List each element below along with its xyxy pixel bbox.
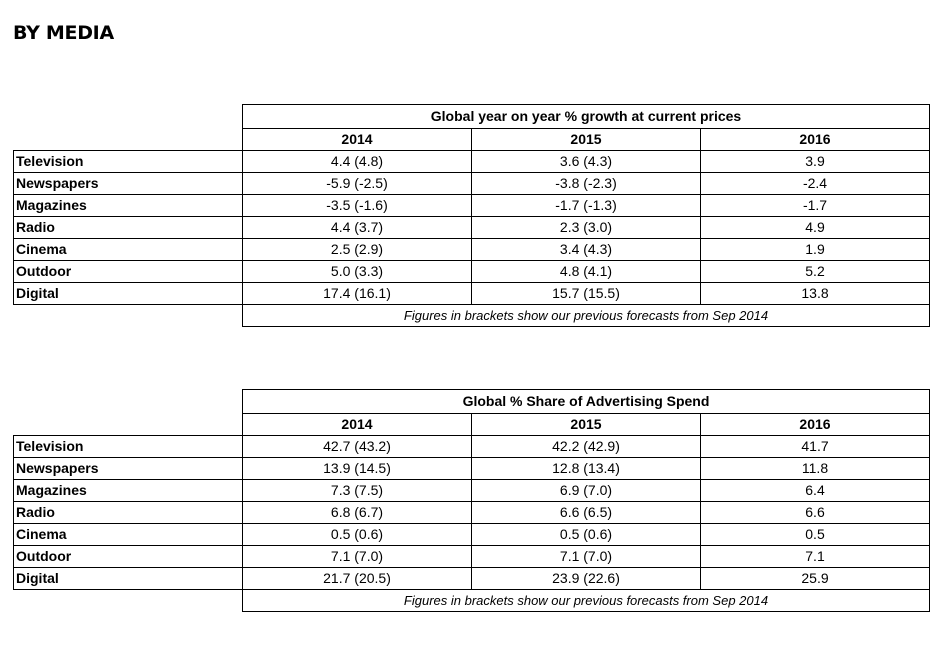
table-cell: 4.4 (4.8)	[243, 151, 472, 173]
growth-table	[13, 104, 930, 327]
table-cell: 2.5 (2.9)	[243, 239, 472, 261]
table-cell: 42.2 (42.9)	[472, 436, 701, 458]
corner-cell	[14, 590, 243, 612]
row-label: Newspapers	[14, 173, 243, 195]
row-label: Outdoor	[14, 546, 243, 568]
row-label: Television	[14, 151, 243, 173]
table-cell: 6.8 (6.7)	[243, 502, 472, 524]
table-row	[14, 195, 930, 217]
table-row	[14, 568, 930, 590]
table-row	[14, 502, 930, 524]
table-cell: -3.5 (-1.6)	[243, 195, 472, 217]
table-cell: 25.9	[701, 568, 930, 590]
table-caption: Global year on year % growth at current prices	[243, 105, 930, 129]
table-row	[14, 458, 930, 480]
row-label: Newspapers	[14, 458, 243, 480]
table-cell: 7.3 (7.5)	[243, 480, 472, 502]
table-cell: 41.7	[701, 436, 930, 458]
table-cell: 0.5 (0.6)	[472, 524, 701, 546]
row-label: Magazines	[14, 480, 243, 502]
table-cell: 6.6	[701, 502, 930, 524]
table-cell: 3.4 (4.3)	[472, 239, 701, 261]
table-cell: 0.5	[701, 524, 930, 546]
column-header: 2015	[472, 129, 701, 151]
table-cell: 23.9 (22.6)	[472, 568, 701, 590]
column-header: 2016	[701, 129, 930, 151]
table-cell: 4.8 (4.1)	[472, 261, 701, 283]
table-row	[14, 173, 930, 195]
table-cell: 7.1 (7.0)	[243, 546, 472, 568]
table-cell: 5.0 (3.3)	[243, 261, 472, 283]
table-row	[14, 524, 930, 546]
page-title: BY MEDIA	[13, 22, 114, 44]
table-cell: 15.7 (15.5)	[472, 283, 701, 305]
table-row	[14, 480, 930, 502]
column-header: 2016	[701, 414, 930, 436]
table-cell: 5.2	[701, 261, 930, 283]
column-header: 2015	[472, 414, 701, 436]
table-cell: 4.4 (3.7)	[243, 217, 472, 239]
table-cell: -1.7 (-1.3)	[472, 195, 701, 217]
corner-cell	[14, 129, 243, 151]
table-footnote: Figures in brackets show our previous forecasts from Sep 2014	[243, 305, 930, 327]
table-cell: 13.9 (14.5)	[243, 458, 472, 480]
table-cell: 3.9	[701, 151, 930, 173]
corner-cell	[14, 390, 243, 414]
row-label: Cinema	[14, 524, 243, 546]
corner-cell	[14, 305, 243, 327]
table-cell: -5.9 (-2.5)	[243, 173, 472, 195]
row-label: Outdoor	[14, 261, 243, 283]
table-cell: 6.6 (6.5)	[472, 502, 701, 524]
table-cell: 21.7 (20.5)	[243, 568, 472, 590]
column-header: 2014	[243, 129, 472, 151]
table-row	[14, 436, 930, 458]
table-cell: -2.4	[701, 173, 930, 195]
row-label: Television	[14, 436, 243, 458]
table-cell: -1.7	[701, 195, 930, 217]
table-cell: 6.4	[701, 480, 930, 502]
table-cell: 13.8	[701, 283, 930, 305]
table-row	[14, 283, 930, 305]
table-row	[14, 217, 930, 239]
table-row	[14, 261, 930, 283]
row-label: Digital	[14, 568, 243, 590]
row-label: Cinema	[14, 239, 243, 261]
column-header: 2014	[243, 414, 472, 436]
row-label: Radio	[14, 502, 243, 524]
table-cell: 1.9	[701, 239, 930, 261]
table-cell: 6.9 (7.0)	[472, 480, 701, 502]
corner-cell	[14, 105, 243, 129]
table-caption: Global % Share of Advertising Spend	[243, 390, 930, 414]
table-cell: 11.8	[701, 458, 930, 480]
table-cell: 4.9	[701, 217, 930, 239]
table-row	[14, 151, 930, 173]
table-cell: 2.3 (3.0)	[472, 217, 701, 239]
table-row	[14, 239, 930, 261]
table-cell: -3.8 (-2.3)	[472, 173, 701, 195]
table-cell: 42.7 (43.2)	[243, 436, 472, 458]
share-table	[13, 389, 930, 612]
row-label: Radio	[14, 217, 243, 239]
table-row	[14, 546, 930, 568]
table-cell: 12.8 (13.4)	[472, 458, 701, 480]
corner-cell	[14, 414, 243, 436]
row-label: Digital	[14, 283, 243, 305]
table-cell: 3.6 (4.3)	[472, 151, 701, 173]
table-cell: 7.1 (7.0)	[472, 546, 701, 568]
table-cell: 0.5 (0.6)	[243, 524, 472, 546]
table-cell: 7.1	[701, 546, 930, 568]
table-footnote: Figures in brackets show our previous forecasts from Sep 2014	[243, 590, 930, 612]
table-cell: 17.4 (16.1)	[243, 283, 472, 305]
row-label: Magazines	[14, 195, 243, 217]
